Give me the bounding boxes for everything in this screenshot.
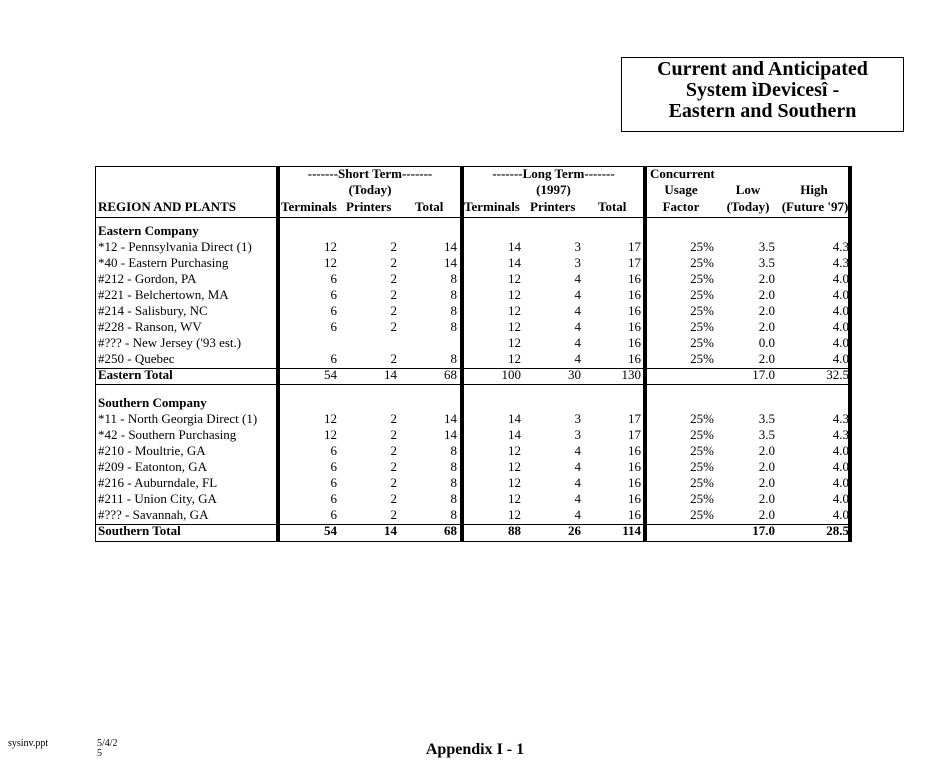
cell-usage: 25%	[690, 351, 714, 366]
cell-high: 4.0	[832, 491, 849, 506]
region-header: REGION AND PLANTS	[98, 199, 236, 214]
plant-name: #228 - Ranson, WV	[98, 319, 202, 334]
cell-usage: 25%	[690, 239, 714, 254]
cell-usage: 25%	[690, 475, 714, 490]
cell-low: 2.0	[758, 287, 775, 302]
cell-lt-print: 4	[574, 351, 581, 366]
cell-st-total: 8	[450, 351, 457, 366]
appendix-label: Appendix I - 1	[425, 741, 525, 758]
cell-lt-print: 4	[574, 507, 581, 522]
cell-lt-print: 3	[574, 255, 581, 270]
date-line-1: 5/4/2	[97, 738, 118, 749]
cell-usage: 25%	[690, 335, 714, 350]
cell-high: 4.0	[832, 459, 849, 474]
concurrent-header: Concurrent	[650, 166, 715, 181]
cell-lt-total: 16	[628, 443, 641, 458]
cell-low: 2.0	[758, 475, 775, 490]
cell-lt-print: 4	[574, 303, 581, 318]
cell-high: 4.0	[832, 303, 849, 318]
cell-lt-term: 12	[508, 287, 521, 302]
cell-st-term: 6	[330, 351, 337, 366]
future-header: (Future '97)	[781, 199, 849, 214]
cell-st-term: 6	[330, 491, 337, 506]
cell-usage: 25%	[690, 427, 714, 442]
cell-st-total: 8	[450, 319, 457, 334]
cell-high: 4.0	[832, 475, 849, 490]
total-st-print: 14	[384, 367, 397, 382]
cell-st-term: 6	[330, 319, 337, 334]
cell-lt-total: 17	[628, 239, 641, 254]
cell-high: 4.0	[832, 507, 849, 522]
cell-lt-term: 12	[508, 335, 521, 350]
cell-lt-print: 3	[574, 411, 581, 426]
section-divider	[96, 384, 848, 385]
today-header: (Today)	[726, 199, 770, 214]
cell-st-print: 2	[390, 475, 397, 490]
cell-st-total: 14	[444, 411, 457, 426]
cell-st-print: 2	[390, 459, 397, 474]
total-lt-print: 30	[568, 367, 581, 382]
total-low: 17.0	[752, 367, 775, 382]
cell-usage: 25%	[690, 287, 714, 302]
short-term-subheader: (Today)	[348, 182, 392, 197]
cell-low: 3.5	[758, 411, 775, 426]
cell-high: 4.0	[832, 335, 849, 350]
cell-low: 0.0	[758, 335, 775, 350]
cell-st-print: 2	[390, 491, 397, 506]
cell-lt-term: 12	[508, 443, 521, 458]
plant-name: #250 - Quebec	[98, 351, 175, 366]
cell-st-total: 14	[444, 255, 457, 270]
cell-lt-print: 4	[574, 319, 581, 334]
cell-st-term: 6	[330, 475, 337, 490]
cell-lt-term: 12	[508, 271, 521, 286]
cell-lt-print: 3	[574, 427, 581, 442]
cell-lt-total: 16	[628, 491, 641, 506]
cell-usage: 25%	[690, 303, 714, 318]
cell-usage: 25%	[690, 443, 714, 458]
printers-header: Printers	[346, 199, 392, 214]
cell-usage: 25%	[690, 319, 714, 334]
cell-lt-print: 4	[574, 459, 581, 474]
cell-lt-print: 3	[574, 239, 581, 254]
cell-lt-total: 16	[628, 475, 641, 490]
cell-low: 3.5	[758, 255, 775, 270]
title-line-1: Current and Anticipated	[657, 58, 868, 80]
total-header: Total	[415, 199, 444, 214]
southern-total-label: Southern Total	[98, 523, 181, 538]
plant-name: #221 - Belchertown, MA	[98, 287, 229, 302]
total-st-term: 54	[324, 367, 337, 382]
total-lt-term: 88	[508, 523, 521, 538]
plant-name: #211 - Union City, GA	[98, 491, 217, 506]
cell-st-total: 8	[450, 271, 457, 286]
cell-lt-total: 16	[628, 271, 641, 286]
cell-low: 3.5	[758, 427, 775, 442]
high-header: High	[800, 182, 828, 197]
cell-high: 4.0	[832, 351, 849, 366]
plant-name: #212 - Gordon, PA	[98, 271, 197, 286]
title-box	[621, 57, 904, 132]
file-name: sysinv.ppt	[8, 738, 49, 749]
cell-lt-term: 12	[508, 319, 521, 334]
cell-st-total: 14	[444, 239, 457, 254]
total-high: 32.5	[826, 367, 849, 382]
total-lt-total: 130	[621, 367, 641, 382]
plant-name: #214 - Salisbury, NC	[98, 303, 208, 318]
cell-usage: 25%	[690, 491, 714, 506]
cell-st-print: 2	[390, 411, 397, 426]
cell-high: 4.3	[832, 255, 849, 270]
total-high: 28.5	[826, 523, 849, 538]
cell-high: 4.0	[832, 319, 849, 334]
plant-name: #209 - Eatonton, GA	[98, 459, 208, 474]
cell-lt-total: 17	[628, 411, 641, 426]
cell-lt-total: 16	[628, 351, 641, 366]
total-header-lt: Total	[598, 199, 627, 214]
total-lt-term: 100	[501, 367, 521, 382]
cell-lt-term: 12	[508, 303, 521, 318]
cell-low: 2.0	[758, 351, 775, 366]
cell-lt-total: 16	[628, 287, 641, 302]
cell-lt-term: 12	[508, 491, 521, 506]
cell-st-print: 2	[390, 427, 397, 442]
cell-lt-print: 4	[574, 491, 581, 506]
cell-lt-term: 12	[508, 459, 521, 474]
cell-st-print: 2	[390, 319, 397, 334]
cell-st-term: 6	[330, 459, 337, 474]
cell-low: 2.0	[758, 507, 775, 522]
cell-lt-term: 14	[508, 239, 521, 254]
long-term-header: -------Long Term-------	[492, 166, 615, 181]
cell-st-total: 8	[450, 443, 457, 458]
total-low: 17.0	[752, 523, 775, 538]
terminals-header: Terminals	[281, 199, 337, 214]
plant-name: #??? - New Jersey ('93 est.)	[98, 335, 242, 350]
cell-lt-total: 16	[628, 319, 641, 334]
cell-usage: 25%	[690, 507, 714, 522]
cell-high: 4.3	[832, 411, 849, 426]
cell-st-print: 2	[390, 507, 397, 522]
cell-st-print: 2	[390, 443, 397, 458]
plant-name: *12 - Pennsylvania Direct (1)	[98, 239, 252, 254]
cell-st-term: 12	[324, 427, 337, 442]
plant-name: *11 - North Georgia Direct (1)	[98, 411, 258, 426]
usage-header: Usage	[664, 182, 698, 197]
plant-name: *40 - Eastern Purchasing	[98, 255, 229, 270]
cell-st-total: 8	[450, 459, 457, 474]
cell-st-print: 2	[390, 303, 397, 318]
long-term-subheader: (1997)	[536, 182, 571, 197]
cell-lt-total: 17	[628, 255, 641, 270]
total-st-total: 68	[444, 367, 457, 382]
cell-high: 4.3	[832, 239, 849, 254]
cell-usage: 25%	[690, 271, 714, 286]
cell-st-term: 6	[330, 443, 337, 458]
cell-lt-print: 4	[574, 287, 581, 302]
cell-low: 3.5	[758, 239, 775, 254]
cell-usage: 25%	[690, 255, 714, 270]
cell-lt-total: 16	[628, 303, 641, 318]
cell-high: 4.0	[832, 287, 849, 302]
title-line-3: Eastern and Southern	[668, 100, 857, 122]
devices-table	[95, 166, 852, 542]
cell-lt-print: 4	[574, 443, 581, 458]
cell-st-print: 2	[390, 287, 397, 302]
printers-header-lt: Printers	[530, 199, 576, 214]
cell-lt-print: 4	[574, 271, 581, 286]
cell-high: 4.3	[832, 427, 849, 442]
eastern-company-name: Eastern Company	[98, 223, 199, 238]
southern-company-name: Southern Company	[98, 395, 207, 410]
cell-st-term: 12	[324, 255, 337, 270]
cell-st-print: 2	[390, 255, 397, 270]
cell-st-total: 8	[450, 303, 457, 318]
cell-lt-total: 16	[628, 507, 641, 522]
eastern-total-label: Eastern Total	[98, 367, 173, 382]
cell-low: 2.0	[758, 303, 775, 318]
cell-st-total: 8	[450, 507, 457, 522]
cell-lt-total: 17	[628, 427, 641, 442]
cell-lt-term: 14	[508, 255, 521, 270]
cell-st-term: 12	[324, 411, 337, 426]
plant-name: #216 - Auburndale, FL	[98, 475, 218, 490]
factor-header: Factor	[662, 199, 700, 214]
cell-low: 2.0	[758, 491, 775, 506]
cell-st-term: 6	[330, 287, 337, 302]
cell-st-total: 8	[450, 491, 457, 506]
short-term-header: -------Short Term-------	[307, 166, 433, 181]
cell-high: 4.0	[832, 443, 849, 458]
total-st-print: 14	[384, 523, 397, 538]
cell-st-print: 2	[390, 271, 397, 286]
cell-low: 2.0	[758, 319, 775, 334]
cell-usage: 25%	[690, 459, 714, 474]
title-line-2: System ìDevicesî -	[685, 79, 840, 101]
cell-st-total: 8	[450, 287, 457, 302]
cell-st-print: 2	[390, 239, 397, 254]
plant-name: #210 - Moultrie, GA	[98, 443, 206, 458]
cell-st-total: 14	[444, 427, 457, 442]
plant-name: *42 - Southern Purchasing	[98, 427, 237, 442]
cell-lt-term: 14	[508, 411, 521, 426]
cell-st-term: 6	[330, 303, 337, 318]
cell-lt-term: 14	[508, 427, 521, 442]
terminals-header-lt: Terminals	[464, 199, 520, 214]
cell-lt-total: 16	[628, 335, 641, 350]
cell-low: 2.0	[758, 459, 775, 474]
cell-lt-term: 12	[508, 351, 521, 366]
cell-st-term: 6	[330, 507, 337, 522]
cell-st-print: 2	[390, 351, 397, 366]
cell-st-term: 12	[324, 239, 337, 254]
cell-low: 2.0	[758, 271, 775, 286]
cell-lt-print: 4	[574, 475, 581, 490]
cell-lt-term: 12	[508, 507, 521, 522]
cell-st-total: 8	[450, 475, 457, 490]
header-divider	[96, 217, 848, 218]
cell-low: 2.0	[758, 443, 775, 458]
total-lt-print: 26	[568, 523, 581, 538]
low-header: Low	[735, 182, 761, 197]
cell-high: 4.0	[832, 271, 849, 286]
date-line-2: 5	[97, 748, 102, 759]
cell-usage: 25%	[690, 411, 714, 426]
cell-lt-print: 4	[574, 335, 581, 350]
total-st-term: 54	[324, 523, 337, 538]
plant-name: #??? - Savannah, GA	[98, 507, 209, 522]
total-lt-total: 114	[622, 523, 641, 538]
cell-lt-term: 12	[508, 475, 521, 490]
cell-lt-total: 16	[628, 459, 641, 474]
cell-st-term: 6	[330, 271, 337, 286]
total-st-total: 68	[444, 523, 457, 538]
